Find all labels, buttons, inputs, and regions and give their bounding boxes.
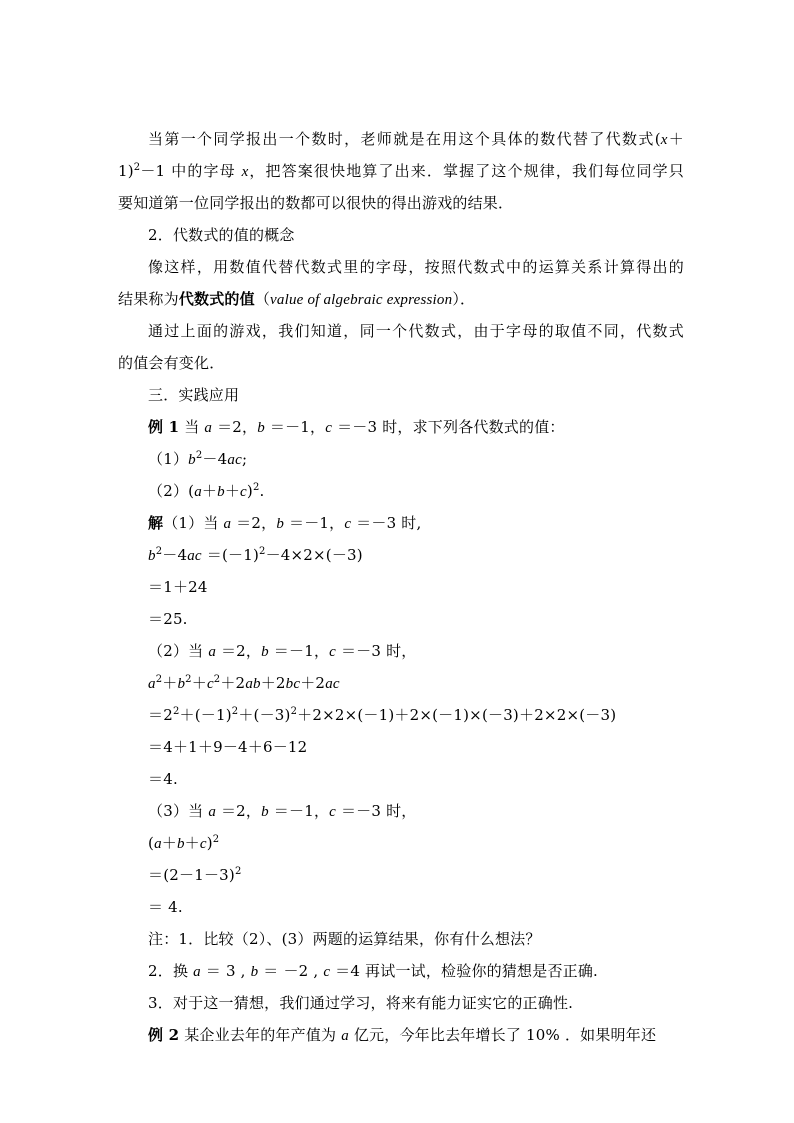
solution-2-step-1: $a^2+b^2+c^2+2ab+2bc+2ac$ — [148, 674, 340, 692]
note-1: 注：1．比较（2）、(3）两题的运算结果，你有什么想法？ — [148, 930, 541, 948]
example-1-statement: 例 1 当 a ＝2，b ＝－1，c ＝－3 时，求下列各代数式的值： — [148, 418, 565, 436]
solution-2-heading: （2）当 a ＝2，b ＝－1，c ＝－3 时， — [148, 642, 417, 660]
concept-definition-line: 结果称为代数式的值（value of algebraic expression）． — [118, 290, 476, 308]
intro-line-2: 1)$^2$－1 中的字母 x，把答案很快地算了出来．掌握了这个规律，我们每位同学只 — [118, 162, 684, 180]
note-2: 2．换 a ＝ 3 , b ＝ －2 , c ＝4 再试一试，检验你的猜想是否正确. — [148, 962, 599, 980]
intro-line-3: 要知道第一位同学报出的数都可以很快的得出游戏的结果． — [118, 194, 514, 212]
intro-line-1: 当第一个同学报出一个数时，老师就是在用这个具体的数代替了代数式(x＋ — [148, 130, 684, 148]
practice-heading: 三．实践应用 — [148, 386, 240, 404]
concept-paragraph-line-1: 像这样，用数值代替代数式里的字母，按照代数式中的运算关系计算得出的 — [148, 258, 684, 276]
solution-3-heading: （3）当 a ＝2，b ＝－1，c ＝－3 时， — [148, 802, 417, 820]
solution-1-step-3: ＝25. — [148, 610, 188, 628]
solution-1-step-1: $b^2-4ac =(-1)^2-4\times 2\times(-3)$ — [148, 546, 363, 564]
example-1-question-2: $(2)(a+b+c)^2$. — [148, 482, 265, 500]
example-2-statement: 例 2 某企业去年的年产值为 a 亿元，今年比去年增长了 10% ．如果明年还 — [148, 1026, 657, 1044]
concept-heading: 2．代数式的值的概念 — [148, 226, 295, 244]
solution-2-step-4: ＝4. — [148, 770, 178, 788]
solution-3-step-1: $(a+b+c)^2$ — [148, 834, 220, 852]
solution-1-heading: 解（1）当 a ＝2，b ＝－1，c ＝－3 时, — [148, 514, 422, 532]
solution-2-step-2: $=2^2+(-1)^2+(-3)^2+2\times 2\times(-1)+2\times(-1)\times(-3)+2\times 2\times(-3)$ — [148, 706, 617, 724]
concept-paragraph-2-line-1: 通过上面的游戏，我们知道，同一个代数式，由于字母的取值不同，代数式 — [148, 322, 684, 340]
solution-1-step-2: ＝1＋24 — [148, 578, 208, 596]
solution-3-step-3: ＝ 4. — [148, 898, 183, 916]
example-1-question-1: $(1)b^2-4ac$; — [148, 450, 248, 468]
solution-3-step-2: $=(2-1-3)^2$ — [148, 866, 242, 884]
note-3: 3．对于这一猜想，我们通过学习，将来有能力证实它的正确性. — [148, 994, 574, 1012]
solution-2-step-3: ＝4＋1＋9－4＋6－12 — [148, 738, 308, 756]
concept-paragraph-2-line-2: 的值会有变化． — [118, 354, 225, 372]
